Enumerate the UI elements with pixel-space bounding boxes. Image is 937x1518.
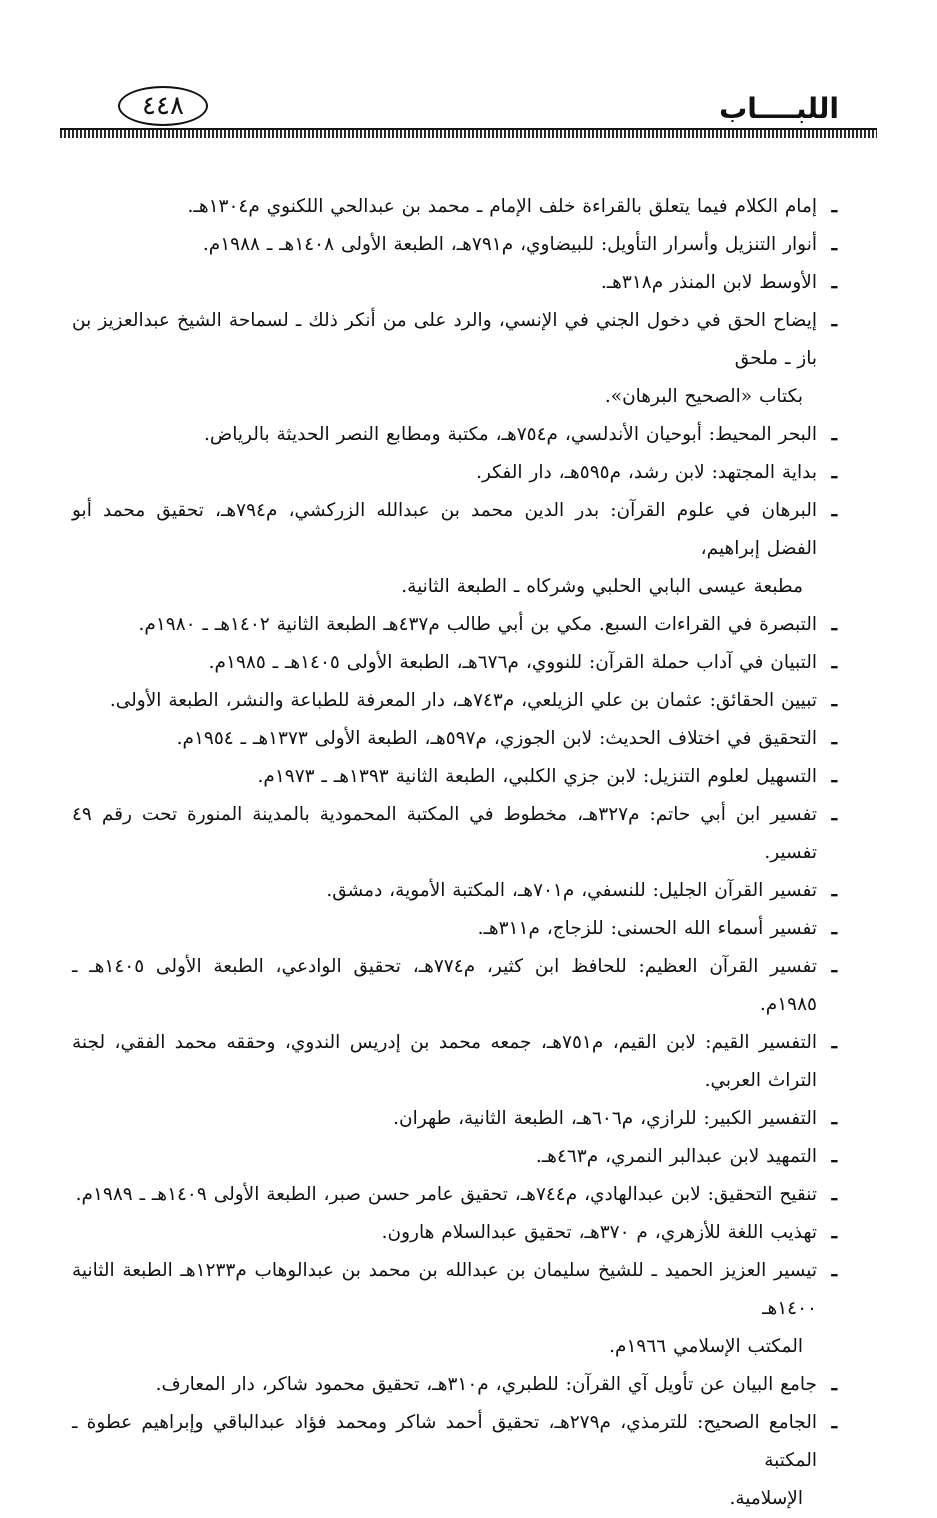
header-rule-band xyxy=(60,130,877,138)
entry-text: تهذيب اللغة للأزهري، م ٣٧٠هـ، تحقيق عبدالسلام هارون. xyxy=(381,1222,817,1243)
bibliography-entry: ـ تهذيب اللغة للأزهري، م ٣٧٠هـ، تحقيق عبدالسلام هارون. xyxy=(381,1222,837,1243)
bibliography-list xyxy=(72,188,837,1518)
entry-text: تبيين الحقائق: عثمان بن علي الزيلعي، م٧٤٣هـ، دار المعرفة للطباعة والنشر، الطبعة الأولى. xyxy=(109,690,817,711)
bibliography-entry: ـ البحر المحيط: أبوحيان الأندلسي، م٧٥٤هـ، مكتبة ومطابع النصر الحديثة بالرياض. xyxy=(203,424,837,445)
bibliography-entry: ـ تفسير أسماء الله الحسنى: للزجاج، م٣١١هـ. xyxy=(477,918,837,939)
page-number: ٤٤٨ xyxy=(118,86,208,126)
bibliography-entry: ـ بداية المجتهد: لابن رشد، م٥٩٥هـ، دار الفكر. xyxy=(476,462,837,483)
bibliography-entry: ـ تيسير العزيز الحميد ـ للشيخ سليمان بن عبدالله بن محمد بن عبدالوهاب م١٢٣٣هـ الطبعة الثانية ١٤٠٠هـ المكتب الإسلامي ١٩٦٦م. xyxy=(72,1252,831,1366)
bibliography-entry: ـ التحقيق في اختلاف الحديث: لابن الجوزي، م٥٩٧هـ، الطبعة الأولى ١٣٧٣هـ ـ ١٩٥٤م. xyxy=(176,728,837,749)
entry-continuation: مطبعة عيسى البابي الحلبي وشركاه ـ الطبعة الثانية. xyxy=(401,576,803,597)
bibliography-entry: ـ التبيان في آداب حملة القرآن: للنووي، م٦٧٦هـ، الطبعة الأولى ١٤٠٥هـ ـ ١٩٨٥م. xyxy=(208,652,837,673)
entry-text: تنقيح التحقيق: لابن عبدالهادي، م٧٤٤هـ، تحقيق عامر حسن صبر، الطبعة الأولى ١٤٠٩هـ ـ ١٩٨٩م. xyxy=(75,1184,817,1205)
entry-text: الأوسط لابن المنذر م٣١٨هـ. xyxy=(600,272,817,293)
bibliography-entry: ـ البرهان في علوم القرآن: بدر الدين محمد بن عبدالله الزركشي، م٧٩٤هـ، تحقيق محمد أبو الفضل إبراهيم، مطبعة عيسى البابي الحلبي وشركاه ـ الطبعة الثانية. xyxy=(72,492,831,606)
bibliography-entry: ـ تنقيح التحقيق: لابن عبدالهادي، م٧٤٤هـ، تحقيق عامر حسن صبر، الطبعة الأولى ١٤٠٩هـ ـ ١٩٨٩م. xyxy=(75,1184,837,1205)
bibliography-entry: ـ تفسير القرآن الجليل: للنسفي، م٧٠١هـ، المكتبة الأموية، دمشق. xyxy=(326,880,837,901)
entry-text: تفسير القرآن العظيم: للحافظ ابن كثير، م٧٧٤هـ، تحقيق الوادعي، الطبعة الأولى ١٤٠٥هـ ـ ١٩٨٥م. xyxy=(72,956,817,1015)
entry-text: التفسير الكبير: للرازي، م٦٠٦هـ، الطبعة الثانية، طهران. xyxy=(393,1108,817,1129)
bibliography-entry: ـ الأوسط لابن المنذر م٣١٨هـ. xyxy=(600,272,837,293)
page-header xyxy=(60,80,877,150)
book-title: اللبــــاب xyxy=(719,92,839,125)
entry-text: الجامع الصحيح: للترمذي، م٢٧٩هـ، تحقيق أحمد شاكر ومحمد فؤاد عبدالباقي وإبراهيم عطوة ـ المكتبة xyxy=(72,1412,817,1471)
entry-text: التفسير القيم: لابن القيم، م٧٥١هـ، جمعه محمد بن إدريس الندوي، وحققه محمد الفقي، لجنة التراث العربي. xyxy=(72,1032,817,1091)
entry-text: إيضاح الحق في دخول الجني في الإنسي، والرد على من أنكر ذلك ـ لسماحة الشيخ عبدالعزيز بن باز ـ ملحق xyxy=(72,310,817,369)
entry-text: جامع البيان عن تأويل آي القرآن: للطبري، م٣١٠هـ، تحقيق محمود شاكر، دار المعارف. xyxy=(155,1374,817,1395)
entry-text: التبصرة في القراءات السبع. مكي بن أبي طالب م٤٣٧هـ الطبعة الثانية ١٤٠٢هـ ـ ١٩٨٠م. xyxy=(138,614,817,635)
bibliography-entry: ـ تفسير ابن أبي حاتم: م٣٢٧هـ، مخطوط في المكتبة المحمودية بالمدينة المنورة تحت رقم ٤٩ تفسير. xyxy=(72,804,837,863)
entry-text: التحقيق في اختلاف الحديث: لابن الجوزي، م٥٩٧هـ، الطبعة الأولى ١٣٧٣هـ ـ ١٩٥٤م. xyxy=(176,728,817,749)
entry-text: البرهان في علوم القرآن: بدر الدين محمد بن عبدالله الزركشي، م٧٩٤هـ، تحقيق محمد أبو الفضل إبراهيم، xyxy=(72,500,817,559)
entry-text: التبيان في آداب حملة القرآن: للنووي، م٦٧٦هـ، الطبعة الأولى ١٤٠٥هـ ـ ١٩٨٥م. xyxy=(208,652,817,673)
entry-text: التمهيد لابن عبدالبر النمري، م٤٦٣هـ. xyxy=(535,1146,817,1167)
bibliography-entry: ـ تفسير القرآن العظيم: للحافظ ابن كثير، م٧٧٤هـ، تحقيق الوادعي، الطبعة الأولى ١٤٠٥هـ ـ ١٩٨٥م. xyxy=(72,956,837,1015)
entry-text: التسهيل لعلوم التنزيل: لابن جزي الكلبي، الطبعة الثانية ١٣٩٣هـ ـ ١٩٧٣م. xyxy=(257,766,817,787)
entry-text: تفسير القرآن الجليل: للنسفي، م٧٠١هـ، المكتبة الأموية، دمشق. xyxy=(326,880,817,901)
bibliography-entry: ـ أنوار التنزيل وأسرار التأويل: للبيضاوي، م٧٩١هـ، الطبعة الأولى ١٤٠٨هـ ـ ١٩٨٨م. xyxy=(202,234,837,255)
entry-text: أنوار التنزيل وأسرار التأويل: للبيضاوي، م٧٩١هـ، الطبعة الأولى ١٤٠٨هـ ـ ١٩٨٨م. xyxy=(202,234,817,255)
bibliography-entry: ـ تبيين الحقائق: عثمان بن علي الزيلعي، م٧٤٣هـ، دار المعرفة للطباعة والنشر، الطبعة الأولى. xyxy=(109,690,837,711)
bibliography-entry: ـ التبصرة في القراءات السبع. مكي بن أبي طالب م٤٣٧هـ الطبعة الثانية ١٤٠٢هـ ـ ١٩٨٠م. xyxy=(138,614,837,635)
entry-text: تيسير العزيز الحميد ـ للشيخ سليمان بن عبدالله بن محمد بن عبدالوهاب م١٢٣٣هـ الطبعة الثانية ١٤٠٠هـ xyxy=(72,1260,817,1319)
entry-text: تفسير ابن أبي حاتم: م٣٢٧هـ، مخطوط في المكتبة المحمودية بالمدينة المنورة تحت رقم ٤٩ تفسير. xyxy=(72,804,817,863)
bibliography-entry: ـ التسهيل لعلوم التنزيل: لابن جزي الكلبي، الطبعة الثانية ١٣٩٣هـ ـ ١٩٧٣م. xyxy=(257,766,837,787)
bibliography-entry: ـ التفسير القيم: لابن القيم، م٧٥١هـ، جمعه محمد بن إدريس الندوي، وحققه محمد الفقي، لجنة التراث العربي. xyxy=(72,1032,837,1091)
bibliography-entry: ـ إيضاح الحق في دخول الجني في الإنسي، والرد على من أنكر ذلك ـ لسماحة الشيخ عبدالعزيز بن باز ـ ملحق بكتاب «الصحيح البرهان». xyxy=(72,302,831,416)
bibliography-entry: ـ الجامع الصحيح: للترمذي، م٢٧٩هـ، تحقيق أحمد شاكر ومحمد فؤاد عبدالباقي وإبراهيم عطوة ـ المكتبة الإسلامية. xyxy=(72,1404,831,1518)
entry-text: البحر المحيط: أبوحيان الأندلسي، م٧٥٤هـ، مكتبة ومطابع النصر الحديثة بالرياض. xyxy=(203,424,817,445)
entry-text: بداية المجتهد: لابن رشد، م٥٩٥هـ، دار الفكر. xyxy=(476,462,817,483)
entry-continuation: المكتب الإسلامي ١٩٦٦م. xyxy=(609,1336,803,1357)
entry-continuation: بكتاب «الصحيح البرهان». xyxy=(604,386,803,407)
bibliography-entry: ـ التمهيد لابن عبدالبر النمري، م٤٦٣هـ. xyxy=(535,1146,837,1167)
entry-text: إمام الكلام فيما يتعلق بالقراءة خلف الإمام ـ محمد بن عبدالحي اللكنوي م١٣٠٤هـ. xyxy=(187,196,817,217)
entry-text: تفسير أسماء الله الحسنى: للزجاج، م٣١١هـ. xyxy=(477,918,817,939)
bibliography-entry: ـ جامع البيان عن تأويل آي القرآن: للطبري، م٣١٠هـ، تحقيق محمود شاكر، دار المعارف. xyxy=(155,1374,837,1395)
bibliography-entry: ـ إمام الكلام فيما يتعلق بالقراءة خلف الإمام ـ محمد بن عبدالحي اللكنوي م١٣٠٤هـ. xyxy=(187,196,837,217)
bibliography-entry: ـ التفسير الكبير: للرازي، م٦٠٦هـ، الطبعة الثانية، طهران. xyxy=(393,1108,837,1129)
entry-continuation: الإسلامية. xyxy=(729,1488,803,1509)
